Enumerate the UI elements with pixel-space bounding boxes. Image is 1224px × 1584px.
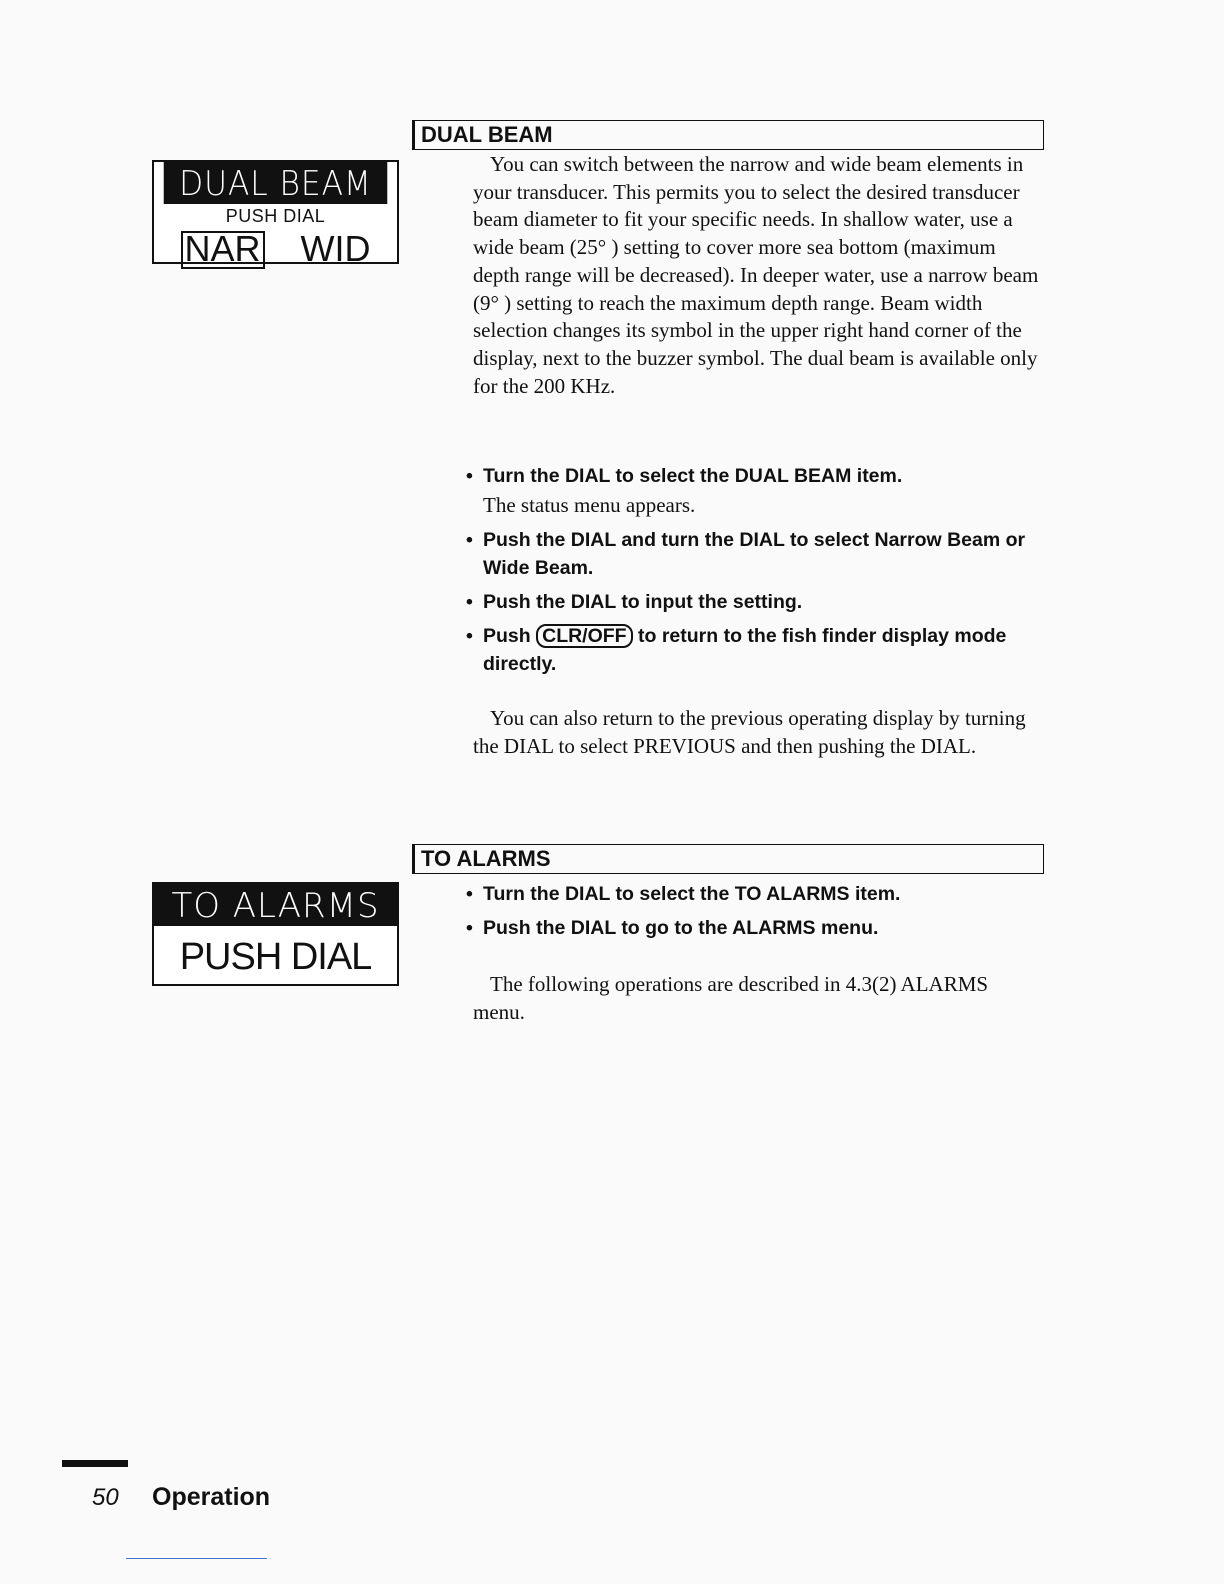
step-item: • Turn the DIAL to select the TO ALARMS item. bbox=[466, 883, 901, 905]
lcd-to-alarms-display bbox=[152, 882, 399, 986]
to-alarms-outro-text: The following operations are described in 4.3(2) ALARMS menu. bbox=[473, 972, 989, 1024]
to-alarms-outro bbox=[473, 971, 1043, 1026]
step-text: Push the DIAL to go to the ALARMS menu. bbox=[483, 917, 879, 939]
lcd-title: DUAL BEAM bbox=[164, 162, 388, 204]
step-item: • Turn the DIAL to select the DUAL BEAM item. bbox=[466, 465, 903, 487]
step-item: • Push the DIAL to input the setting. bbox=[466, 591, 803, 613]
dual-beam-steps bbox=[466, 462, 1046, 678]
dual-beam-outro-text: You can also return to the previous operating display by turning the DIAL to select PREVIOUS and then pushing the DIAL. bbox=[473, 706, 1026, 758]
dual-beam-intro bbox=[473, 151, 1043, 400]
step-item: • Push CLR/OFF to return to the fish finder display mode directly. bbox=[466, 625, 1007, 675]
step-text: Push the DIAL and turn the DIAL to select Narrow Beam or Wide Beam. bbox=[483, 529, 1026, 579]
footer-bar bbox=[62, 1460, 128, 1467]
lcd-subtitle: PUSH DIAL bbox=[225, 206, 326, 226]
step-note-text: The status menu appears. bbox=[483, 493, 696, 517]
lcd-dual-beam-display bbox=[152, 160, 399, 269]
step-text: Turn the DIAL to select the TO ALARMS item. bbox=[483, 883, 901, 905]
dual-beam-outro bbox=[473, 705, 1043, 760]
lcd-option-narrow-selected: NAR bbox=[181, 231, 265, 269]
step-text: Push the DIAL to input the setting. bbox=[483, 591, 803, 613]
lcd-push-dial: PUSH DIAL bbox=[179, 936, 372, 978]
section-heading-to-alarms: TO ALARMS bbox=[412, 844, 1044, 874]
lcd-title: TO ALARMS bbox=[154, 884, 397, 926]
divider bbox=[126, 1558, 267, 1559]
step-item: • Push the DIAL to go to the ALARMS menu. bbox=[466, 917, 879, 939]
step-note bbox=[466, 491, 1046, 520]
section-heading-dual-beam: DUAL BEAM bbox=[412, 120, 1044, 150]
to-alarms-steps bbox=[466, 880, 1046, 942]
clr-off-key: CLR/OFF bbox=[536, 624, 632, 648]
step-item: • Push the DIAL and turn the DIAL to select Narrow Beam or Wide Beam. bbox=[466, 529, 1026, 579]
dual-beam-intro-text: You can switch between the narrow and wide beam elements in your transducer. This permits you to select the desired transducer beam diameter to fit your specific needs. In shallow water, use a wide beam (25° ) setting to cover more sea bottom (maximum depth range will be decreased). In deeper water, use a narrow beam (9° ) setting to reach the maximum depth range. Beam width selection changes its symbol in the upper right hand corner of the display, next to the buzzer symbol. The dual beam is available only for the 200 KHz. bbox=[473, 152, 1039, 398]
step-text: Turn the DIAL to select the DUAL BEAM item. bbox=[483, 465, 903, 487]
lcd-options bbox=[154, 228, 397, 269]
page-section-title: Operation bbox=[152, 1483, 271, 1511]
lcd-option-wide: WID bbox=[300, 228, 371, 269]
page-number: 50 bbox=[92, 1484, 119, 1511]
step-text-post: to return to the fish finder display mode directly. bbox=[483, 625, 1007, 675]
step-text-pre: Push bbox=[483, 625, 531, 647]
